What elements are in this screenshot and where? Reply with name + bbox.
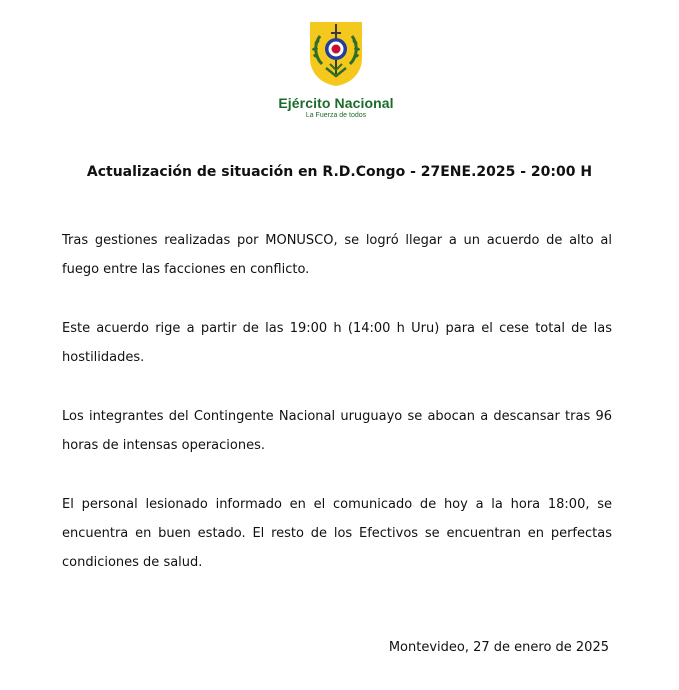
- paragraph-personnel-status: El personal lesionado informado en el comunicado de hoy a la hora 18:00, se encuentra en buen estado. El resto de los Efectivos se encuentran en perfectas condiciones de salud.: [62, 497, 612, 570]
- place-and-date: Montevideo, 27 de enero de 2025: [388, 640, 609, 655]
- org-name: Ejército Nacional: [278, 95, 394, 111]
- document-title: Actualización de situación en R.D.Congo - 27ENE.2025 - 20:00 H: [86, 164, 593, 180]
- paragraph-ceasefire: Tras gestiones realizadas por MONUSCO, se logró llegar a un acuerdo de alto al fuego entre las facciones en conflicto.: [62, 233, 612, 277]
- org-tagline: La Fuerza de todos: [305, 112, 367, 119]
- paragraph-contingent-rest: Los integrantes del Contingente Nacional uruguayo se abocan a descansar tras 96 horas de intensas operaciones.: [62, 409, 612, 453]
- shield-emblem-icon: [308, 20, 364, 88]
- letterhead-logo: [264, 18, 408, 128]
- paragraph-effective-time: Este acuerdo rige a partir de las 19:00 h (14:00 h Uru) para el cese total de las hostilidades.: [62, 321, 612, 365]
